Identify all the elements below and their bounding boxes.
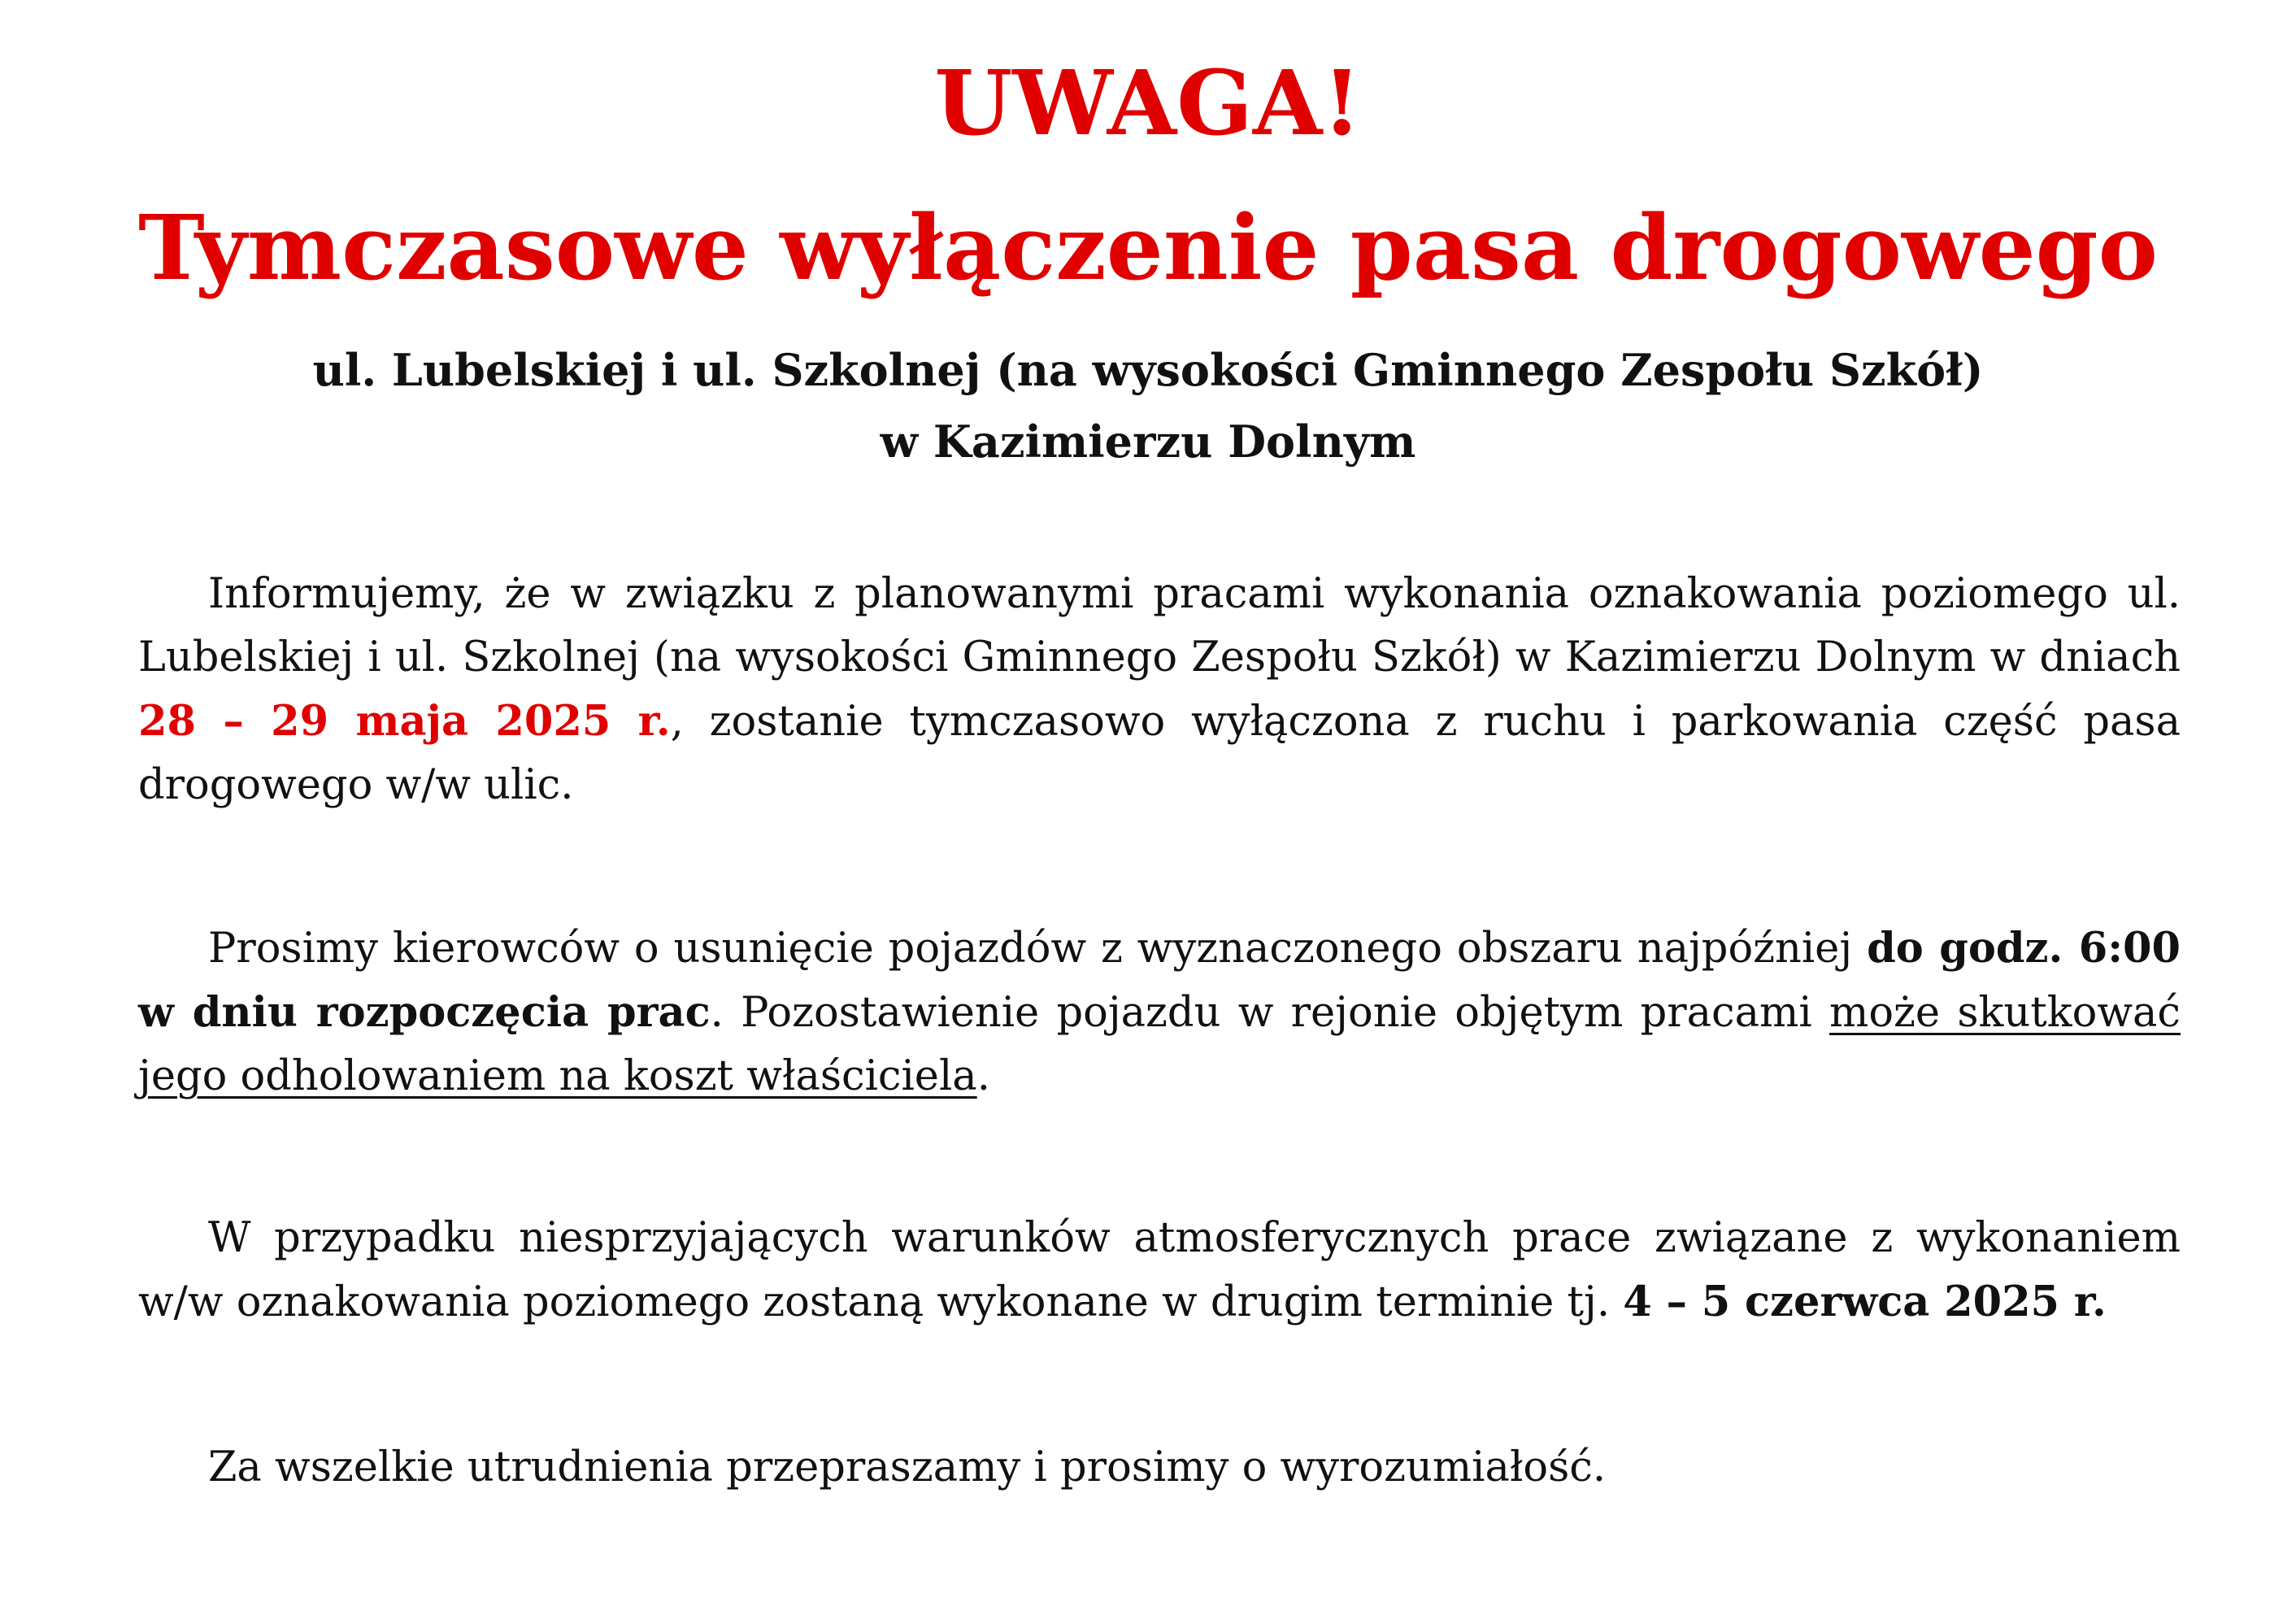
closure-dates: 28 – 29 maja 2025 r.	[138, 697, 671, 746]
paragraph-request-text-start: Prosimy kierowców o usunięcie pojazdów z wyznaczonego obszaru najpóźniej	[208, 925, 1868, 973]
alternative-dates: 4 – 5 czerwca 2025 r.	[1623, 1278, 2107, 1326]
paragraph-closure-text-start: Informujemy, że w związku z planowanymi pracami wykonania oznakowania poziomego ul. Lubelskiej i ul. Szkolnej (na wysokości Gminnego Zespołu Szkół) w Kazimierzu Dolnym w dniach	[138, 570, 2181, 681]
notice-title: Tymczasowe wyłączenie pasa drogowego	[138, 195, 2158, 300]
towing-warning: może skutkować jego odholowaniem na koszt właściciela	[138, 989, 2181, 1100]
location-line-1: ul. Lubelskiej i ul. Szkolnej (na wysokości Gminnego Zespołu Szkół)	[312, 344, 1984, 396]
paragraph-driver-request	[138, 916, 2181, 1108]
paragraph-request-text-middle: . Pozostawienie pojazdu w rejonie objętym pracami	[710, 989, 1829, 1037]
alert-heading: UWAGA!	[934, 50, 1362, 155]
paragraph-closure-info	[138, 563, 2181, 817]
removal-deadline: do godz. 6:00 w dniu rozpoczęcia prac	[138, 924, 2181, 1037]
paragraph-apology: Za wszelkie utrudnienia przepraszamy i prosimy o wyrozumiałość.	[208, 1443, 1607, 1491]
paragraph-closure-text-end: , zostanie tymczasowo wyłączona z ruchu i parkowania część pasa drogowego w/w ulic.	[138, 698, 2181, 809]
paragraph-weather-alternative	[138, 1207, 2181, 1334]
location-line-2: w Kazimierzu Dolnym	[880, 416, 1416, 468]
paragraph-weather-text: W przypadku niesprzyjających warunków atmosferycznych prace związane z wykonaniem w/w oznakowania poziomego zostaną wykonane w drugim terminie tj.	[138, 1214, 2181, 1326]
paragraph-request-text-end: .	[976, 1052, 990, 1100]
